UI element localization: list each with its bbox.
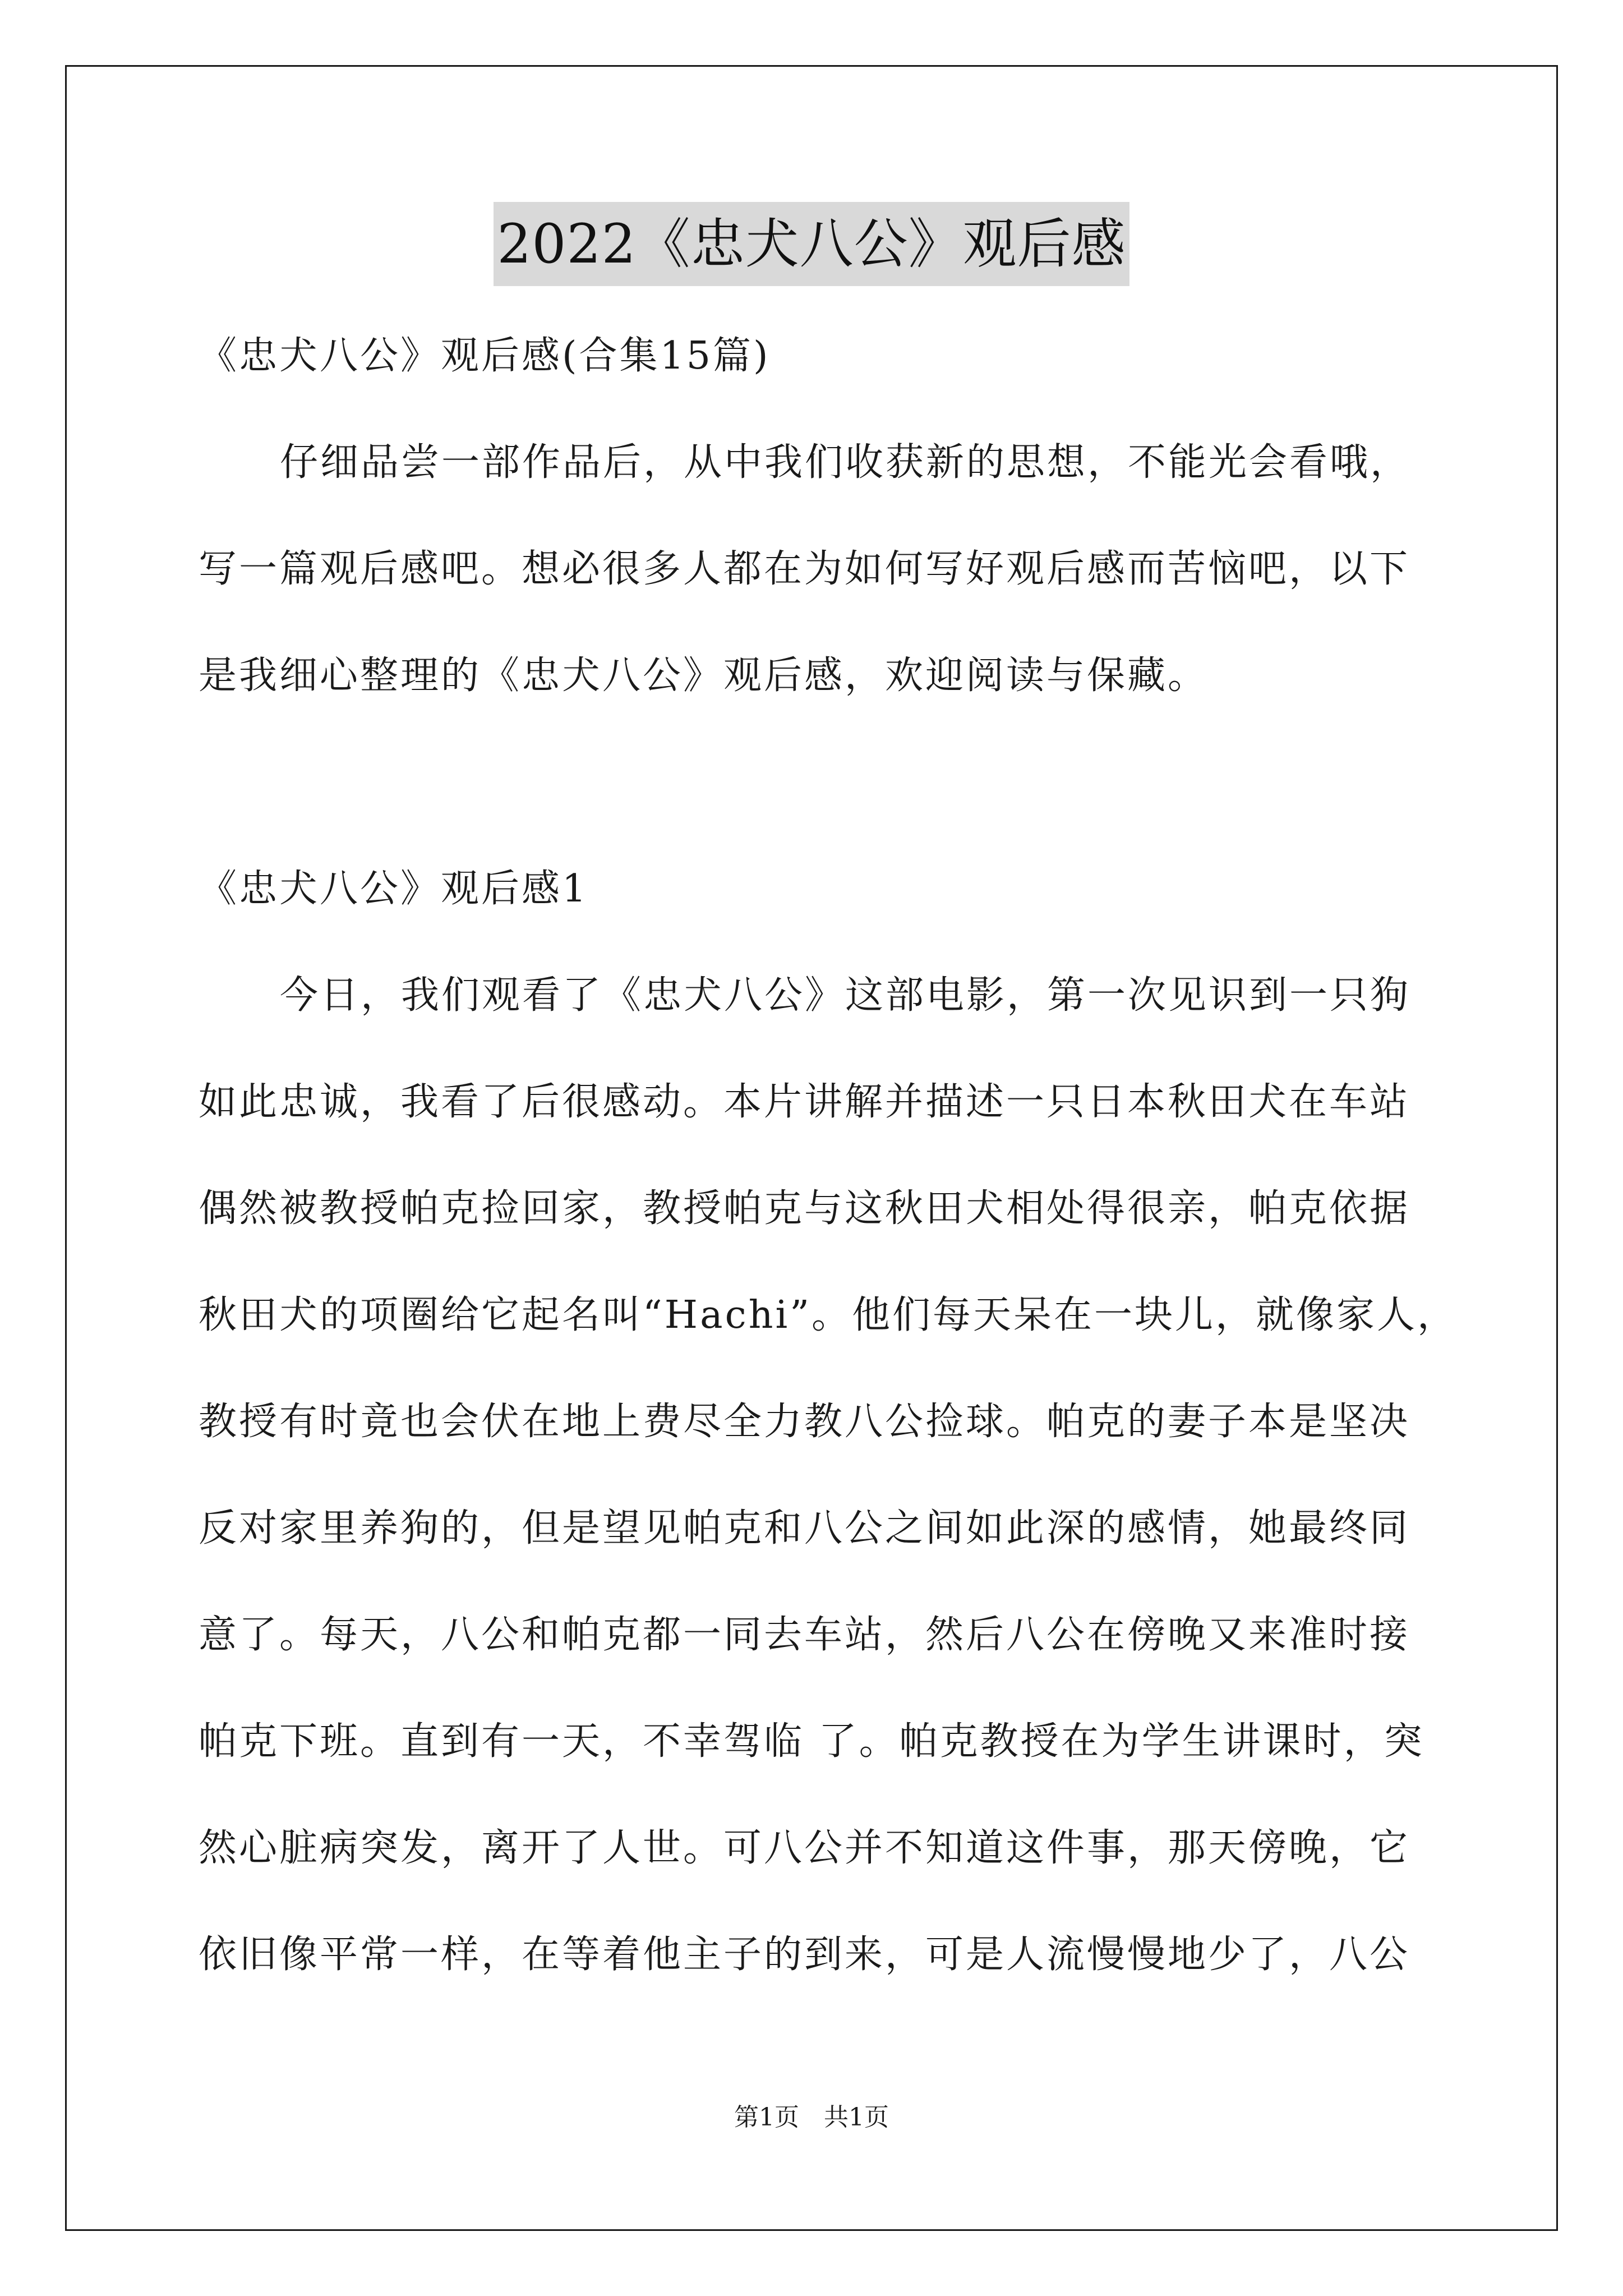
body-line: 秋田犬的项圈给它起名叫“Hachi”。他们每天呆在一块儿，就像家人，: [199, 1293, 1458, 1337]
body-line: 然心脏病突发，离开了人世。可八公并不知道这件事，那天傍晚，它: [199, 1826, 1410, 1870]
intro-line: 写一篇观后感吧。想必很多人都在为如何写好观后感而苦恼吧，以下: [199, 547, 1410, 591]
document-title: 2022《忠犬八公》观后感: [494, 202, 1129, 286]
body-line: 教授有时竟也会伏在地上费尽全力教八公捡球。帕克的妻子本是坚决: [199, 1400, 1410, 1444]
body-line: 依旧像平常一样，在等着他主子的到来，可是人流慢慢地少了，八公: [199, 1932, 1410, 1977]
body-line: 偶然被教授帕克捡回家，教授帕克与这秋田犬相处得很亲，帕克依据: [199, 1186, 1410, 1231]
paragraph-spacer: [199, 729, 1455, 836]
collection-subtitle: 《忠犬八公》观后感(合集15篇): [199, 334, 771, 378]
page-footer: [0, 2098, 1623, 2137]
document-body: [199, 303, 1458, 2008]
title-container: [0, 202, 1623, 286]
body-line: 帕克下班。直到有一天，不幸驾临 了。帕克教授在为学生讲课时，突: [199, 1719, 1424, 1764]
page-number-total: 共1页: [824, 2103, 889, 2132]
body-line: 反对家里养狗的，但是望见帕克和八公之间如此深的感情，她最终同: [199, 1506, 1410, 1550]
body-line: 如此忠诚，我看了后很感动。本片讲解并描述一只日本秋田犬在车站: [199, 1080, 1410, 1124]
body-line: 今日，我们观看了《忠犬八公》这部电影，第一次见识到一只狗: [280, 973, 1411, 1018]
page-number-current: 第1页: [734, 2103, 799, 2132]
section-heading: 《忠犬八公》观后感1: [199, 867, 589, 911]
intro-line: 仔细品尝一部作品后，从中我们收获新的思想，不能光会看哦，: [280, 440, 1411, 485]
body-line: 意了。每天，八公和帕克都一同去车站，然后八公在傍晚又来准时接: [199, 1613, 1410, 1657]
intro-line: 是我细心整理的《忠犬八公》观后感，欢迎阅读与保藏。: [199, 654, 1209, 698]
